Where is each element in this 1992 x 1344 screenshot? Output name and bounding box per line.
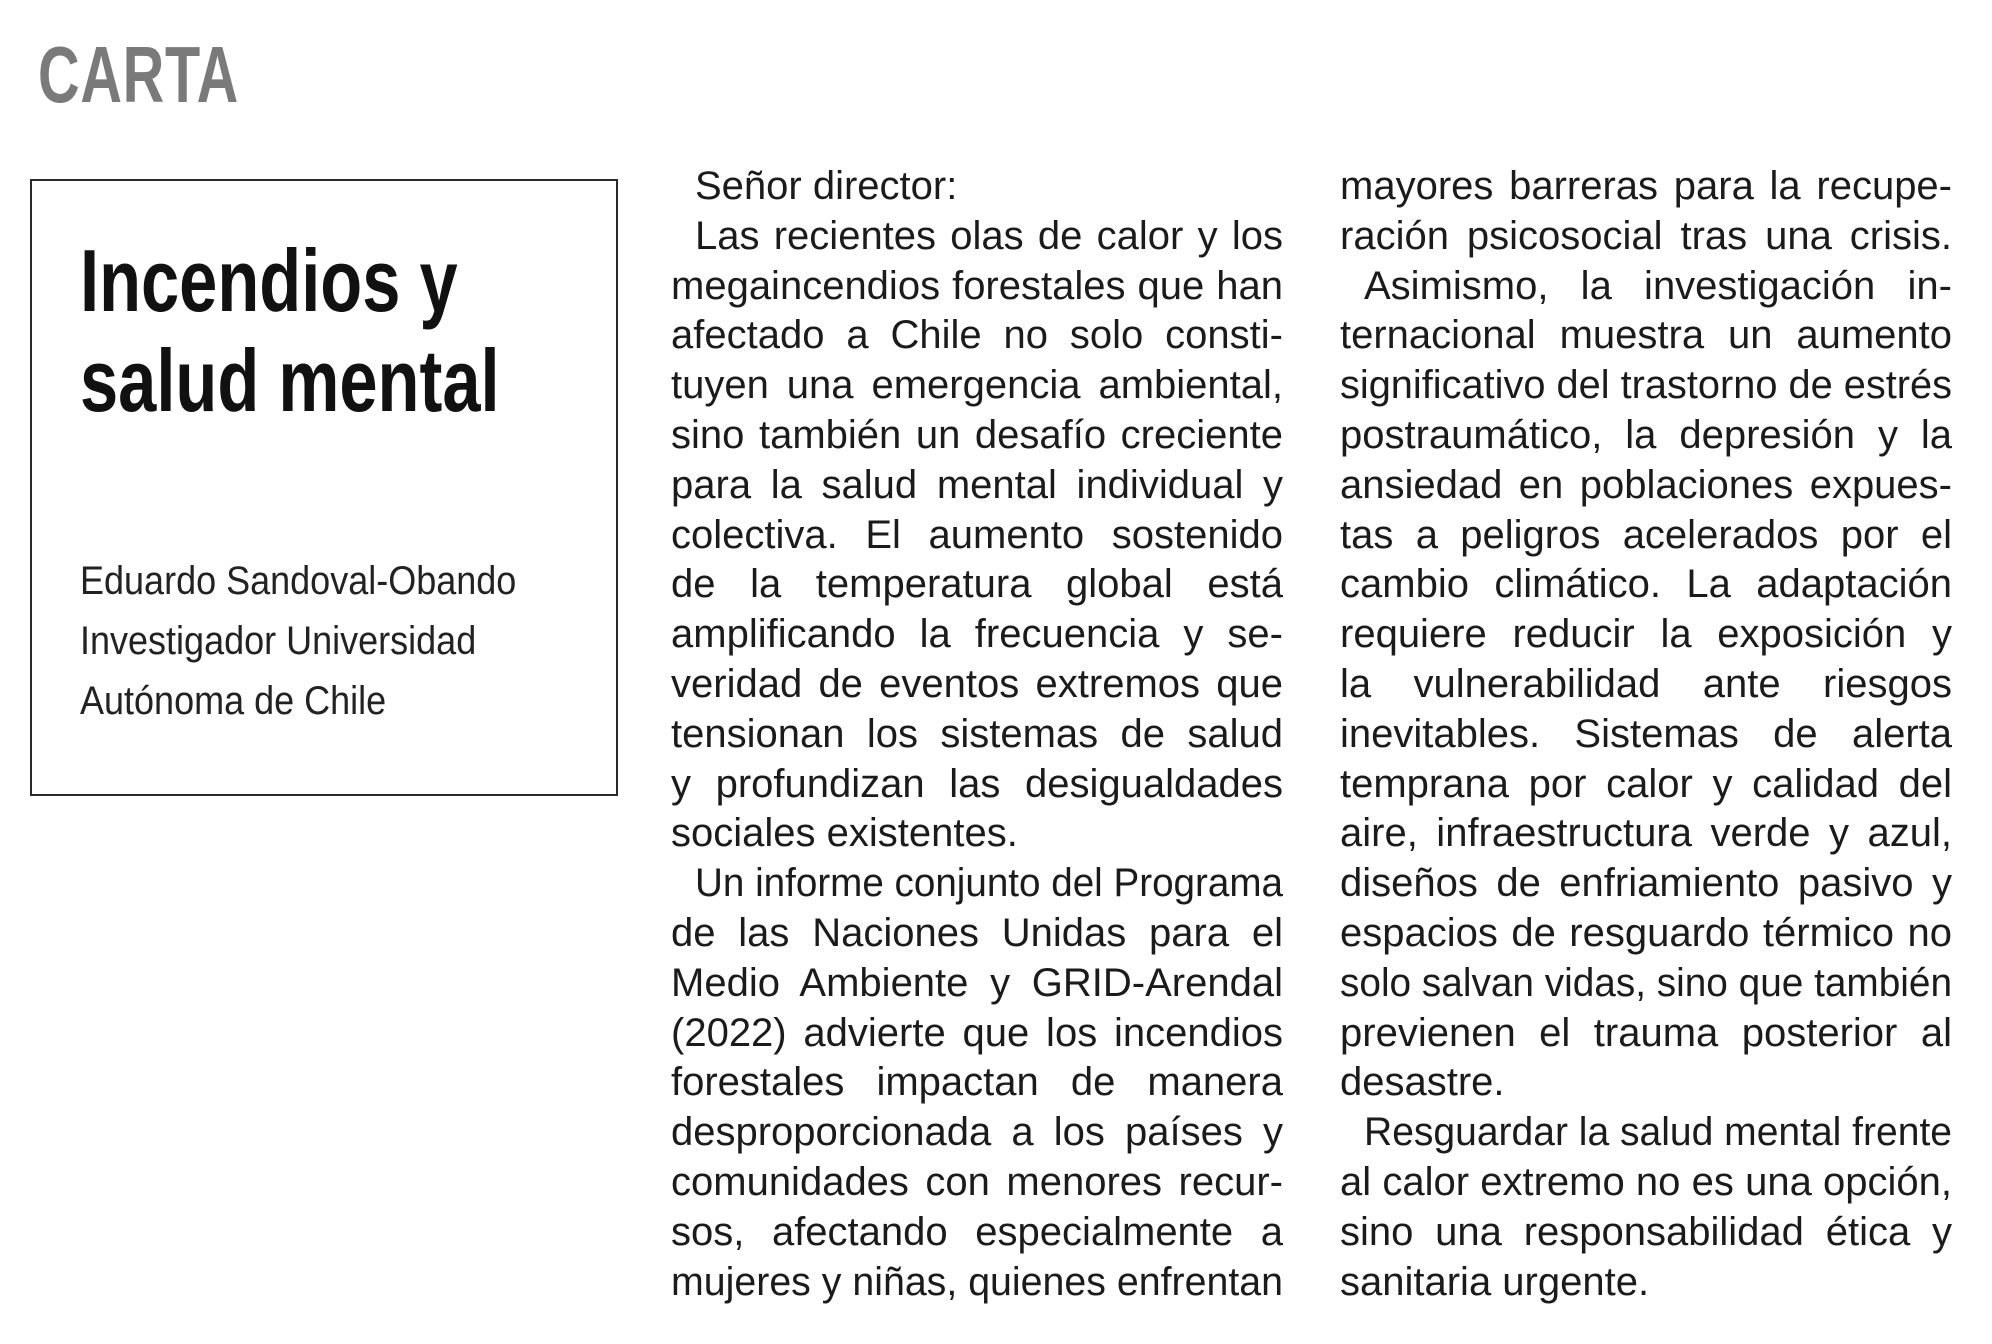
- body-line: al calor extremo no es una opción,: [1340, 1159, 1952, 1204]
- body-line: diseños de enfriamiento pasivo y: [1340, 861, 1952, 906]
- body-line: Las recientes olas de calor y los: [695, 213, 1283, 258]
- author-byline: [80, 551, 516, 731]
- body-line: mayores barreras para la recupe-: [1340, 164, 1952, 208]
- body-line: tensionan los sistemas de salud: [671, 711, 1283, 756]
- body-line: colectiva. El aumento sostenido: [671, 512, 1283, 557]
- body-line: comunidades con menores recur-: [671, 1159, 1283, 1204]
- body-line: de la temperatura global está: [671, 562, 1283, 607]
- body-line: afectado a Chile no solo consti-: [671, 313, 1283, 358]
- body-line: y profundizan las desigualdades: [671, 761, 1283, 806]
- body-line: significativo del trastorno de estrés: [1340, 363, 1952, 408]
- headline: [80, 231, 500, 431]
- body-line: tas a peligros acelerados por el: [1340, 512, 1952, 557]
- body-line: aire, infraestructura verde y azul,: [1340, 811, 1952, 856]
- body-line: (2022) advierte que los incendios: [671, 1010, 1283, 1055]
- body-line: previenen el trauma posterior al: [1340, 1010, 1952, 1055]
- body-line: sanitaria urgente.: [1340, 1259, 1650, 1304]
- body-line: Medio Ambiente y GRID-Arendal: [671, 960, 1283, 1005]
- headline-line: salud mental: [80, 331, 500, 430]
- body-line: ansiedad en poblaciones expues-: [1340, 462, 1952, 507]
- body-line: espacios de resguardo térmico no: [1340, 910, 1952, 955]
- body-line: inevitables. Sistemas de alerta: [1340, 711, 1952, 756]
- headline-line: Incendios y: [80, 231, 458, 330]
- salutation: Señor director:: [695, 164, 958, 208]
- body-line: ración psicosocial tras una crisis.: [1340, 213, 1952, 258]
- body-line: Asimismo, la investigación in-: [1364, 263, 1952, 308]
- body-line: sociales existentes.: [671, 811, 1018, 856]
- body-line: megaincendios forestales que han: [671, 263, 1283, 308]
- body-line: para la salud mental individual y: [671, 462, 1283, 507]
- body-line: temprana por calor y calidad del: [1340, 761, 1952, 806]
- body-line: amplificando la frecuencia y se-: [671, 612, 1283, 657]
- body-line: sino también un desafío creciente: [671, 412, 1283, 457]
- body-line: veridad de eventos extremos que: [671, 661, 1283, 706]
- author-affiliation: Autónoma de Chile: [80, 679, 387, 723]
- body-line: tuyen una emergencia ambiental,: [671, 363, 1283, 408]
- body-line: sos, afectando especialmente a: [671, 1209, 1283, 1254]
- body-column-1: [671, 162, 1283, 1307]
- body-line: mujeres y niñas, quienes enfrentan: [671, 1259, 1283, 1304]
- section-label: CARTA: [38, 30, 239, 119]
- body-column-2: [1340, 162, 1952, 1307]
- author-name: Eduardo Sandoval-Obando: [80, 559, 517, 603]
- body-line: sino una responsabilidad ética y: [1340, 1209, 1952, 1254]
- body-line: requiere reducir la exposición y: [1340, 612, 1952, 657]
- body-line: la vulnerabilidad ante riesgos: [1340, 661, 1952, 706]
- body-line: desproporcionada a los países y: [671, 1110, 1283, 1155]
- body-line: ternacional muestra un aumento: [1340, 313, 1952, 358]
- body-line: postraumático, la depresión y la: [1340, 412, 1952, 457]
- author-affiliation: Investigador Universidad: [80, 619, 477, 663]
- body-line: solo salvan vidas, sino que también: [1340, 960, 1952, 1005]
- body-line: Resguardar la salud mental frente: [1363, 1110, 1952, 1155]
- headline-box: [30, 179, 618, 796]
- body-line: de las Naciones Unidas para el: [671, 910, 1283, 955]
- body-line: forestales impactan de manera: [671, 1060, 1283, 1105]
- body-line: Un informe conjunto del Programa: [694, 861, 1283, 906]
- body-line: desastre.: [1340, 1060, 1505, 1105]
- body-line: cambio climático. La adaptación: [1340, 562, 1952, 607]
